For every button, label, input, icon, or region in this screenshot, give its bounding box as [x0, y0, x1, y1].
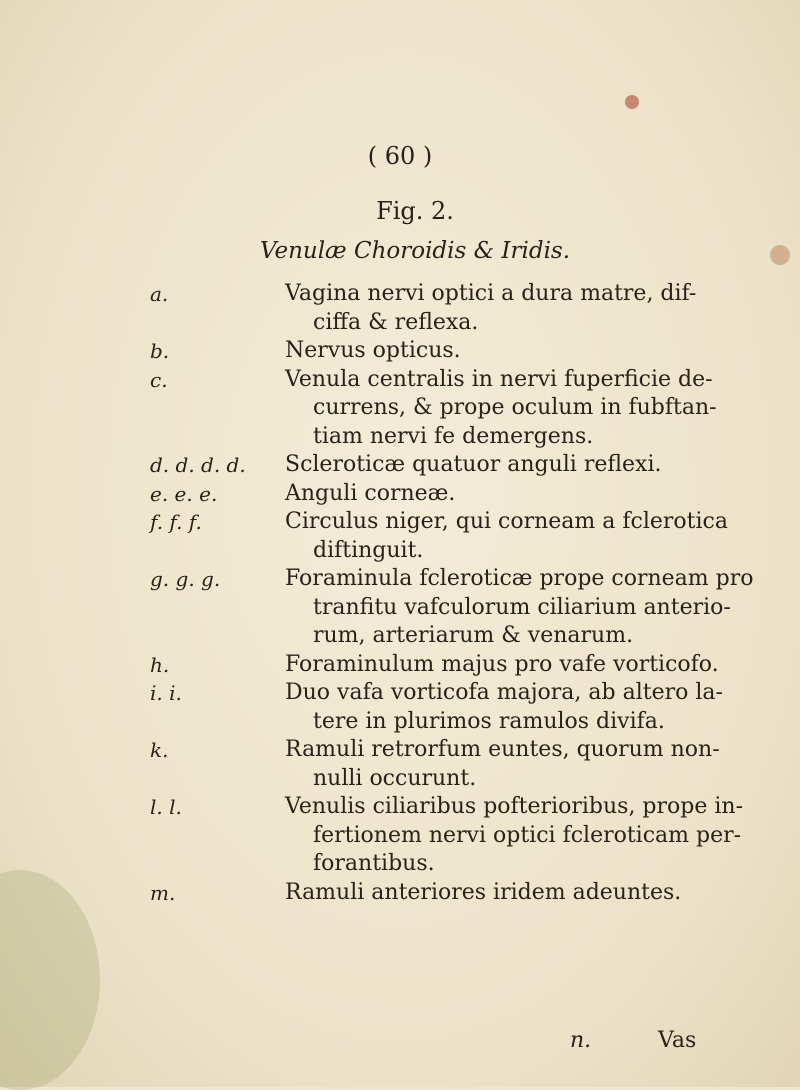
legend-entry-a: [0, 280, 800, 337]
entry-line: Circulus niger, qui corneam a fclerotica: [285, 509, 728, 534]
entry-line: Vagina nervi optici a dura matre, dif-: [285, 281, 697, 306]
entry-line: currens, & prope oculum in fubftan-: [313, 395, 717, 420]
entry-line: Foraminulum majus pro vafe vorticofo.: [285, 651, 719, 677]
legend-entry-m: [0, 879, 800, 908]
entry-label: e. e. e.: [150, 481, 218, 506]
figure-subtitle: Venulæ Choroidis & Iridis.: [259, 238, 571, 264]
page-number: ( 60 ): [367, 142, 433, 170]
entry-line: tranfitu vafculorum ciliarium anterio-: [313, 594, 731, 620]
entry-line: fertionem nervi optici fcleroticam per-: [313, 822, 742, 848]
entry-label: h.: [150, 652, 170, 677]
entry-line: Duo vafa vorticofa majora, ab altero la-: [285, 680, 723, 705]
legend-entries: [0, 280, 800, 907]
entry-label: d. d. d. d.: [150, 453, 246, 477]
legend-entry-k: [0, 736, 800, 793]
entry-line: forantibus.: [313, 851, 435, 876]
legend-entry-f: [0, 508, 800, 565]
entry-line: Ramuli retrorfum euntes, quorum non-: [285, 737, 720, 762]
entry-line: Ramuli anteriores iridem adeuntes.: [285, 879, 682, 905]
legend-entry-l: [0, 793, 800, 879]
catchword-label: n.: [570, 1028, 592, 1053]
legend-entry-c: [0, 366, 800, 452]
entry-line: ciffa & reflexa.: [313, 309, 479, 335]
entry-label: a.: [150, 282, 169, 306]
entry-line: tere in plurimos ramulos divifa.: [313, 708, 665, 734]
figure-title: Fig. 2.: [376, 197, 454, 225]
entry-label: b.: [150, 339, 170, 363]
entry-line: diftinguit.: [313, 537, 424, 563]
entry-line: Nervus opticus.: [285, 338, 461, 363]
entry-label: l. l.: [150, 795, 182, 819]
entry-label: k.: [150, 738, 169, 762]
legend-entry-g: [0, 565, 800, 651]
catchword-word: Vas: [658, 1028, 697, 1053]
entry-label: c.: [150, 367, 168, 392]
entry-line: Scleroticæ quatuor anguli reflexi.: [285, 452, 662, 477]
legend-entry-d: [0, 451, 800, 480]
entry-label: f. f. f.: [150, 510, 202, 534]
entry-line: Anguli corneæ.: [285, 480, 456, 506]
legend-entry-i: [0, 679, 800, 736]
entry-line: nulli occurunt.: [313, 765, 477, 791]
legend-entry-e: [0, 480, 800, 509]
entry-line: Foraminula fcleroticæ prope corneam pro: [285, 566, 754, 591]
entry-label: i. i.: [150, 681, 182, 705]
legend-entry-b: [0, 337, 800, 366]
entry-line: Venulis ciliaribus pofterioribus, prope in-: [285, 794, 744, 819]
entry-label: m.: [150, 880, 176, 905]
foxing-stain: [625, 95, 639, 109]
entry-line: rum, arteriarum & venarum.: [313, 623, 634, 648]
entry-line: tiam nervi fe demergens.: [313, 423, 594, 449]
legend-entry-h: [0, 651, 800, 680]
entry-line: Venula centralis in nervi fuperficie de-: [285, 366, 713, 392]
entry-label: g. g. g.: [150, 567, 221, 591]
